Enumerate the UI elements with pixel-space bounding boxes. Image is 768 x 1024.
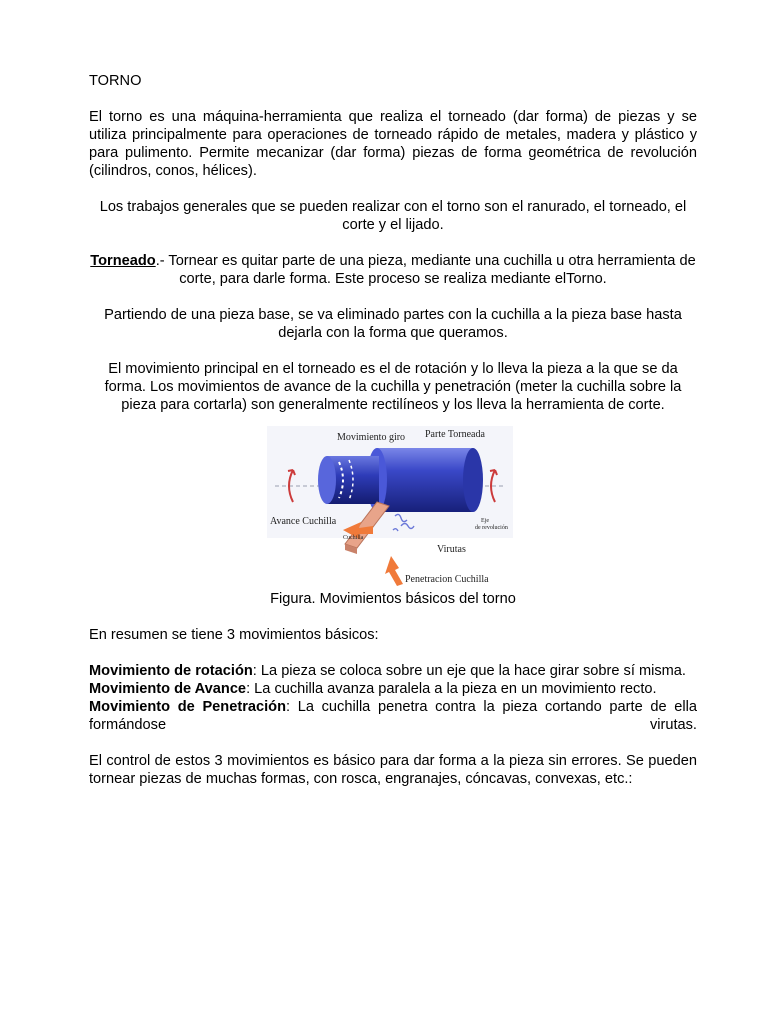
penetration-arrow-icon	[385, 556, 403, 586]
label-cuchilla: Cuchilla	[343, 535, 364, 541]
torneado-paragraph	[89, 252, 697, 288]
lathe-figure	[89, 426, 697, 586]
label-movimiento-giro: Movimiento giro	[337, 432, 406, 443]
label-eje: Eje	[481, 518, 489, 524]
intro-paragraph: El torno es una máquina-herramienta que realiza el torneado (dar forma) de piezas y se utiliza principalmente para operaciones de torneado rápido de metales, madera y plástico y para pulimento. Permite mecanizar (dar forma) piezas de forma geométrica de revolución (cilindros, conos, hélices).	[89, 109, 697, 179]
label-avance-cuchilla: Avance Cuchilla	[270, 516, 337, 527]
torneado-term: Torneado	[90, 253, 156, 269]
movement-term: Movimiento de Penetración	[89, 699, 286, 715]
workpiece-cylinder	[367, 448, 483, 512]
movimiento-principal-paragraph: El movimiento principal en el torneado es el de rotación y lo lleva la pieza a la que se da forma. Los movimientos de avance de la cuchilla y penetración (meter la cuchilla sobre la pieza para cortarla) son generalmente rectilíneos y los lleva la herramienta de corte.	[104, 361, 682, 413]
document-title: TORNO	[89, 73, 142, 89]
resumen-paragraph: En resumen se tiene 3 movimientos básicos:	[89, 627, 379, 643]
movement-penetration	[89, 698, 697, 734]
label-virutas: Virutas	[437, 544, 466, 555]
partiendo-paragraph: Partiendo de una pieza base, se va eliminado partes con la cuchilla a la pieza base hasta dejarla con la forma que queramos.	[104, 307, 682, 341]
label-de-revolucion: de revolución	[475, 525, 508, 531]
movements-list	[89, 662, 697, 734]
label-parte-torneada: Parte Torneada	[425, 429, 485, 440]
label-penetracion-cuchilla: Penetracion Cuchilla	[405, 574, 489, 585]
movement-term: Movimiento de Avance	[89, 681, 247, 697]
movement-text: : La pieza se coloca sobre un eje que la hace girar sobre sí misma.	[252, 663, 686, 679]
movement-feed	[89, 680, 697, 698]
movement-term: Movimiento de rotación	[89, 663, 253, 679]
torneado-text: .- Tornear es quitar parte de una pieza, mediante una cuchilla u otra herramienta de corte, para darle forma. Este proceso se realiza mediante elTorno.	[155, 253, 696, 287]
movement-text: : La cuchilla penetra contra la pieza cortando parte de ella formándose virutas.	[89, 699, 697, 733]
trabajos-paragraph: Los trabajos generales que se pueden realizar con el torno son el ranurado, el torneado, el corte y el lijado.	[99, 199, 687, 233]
movement-rotation	[89, 662, 697, 680]
turned-part	[318, 456, 379, 504]
lathe-diagram	[265, 426, 515, 586]
document-page	[89, 72, 697, 806]
movement-text: : La cuchilla avanza paralela a la pieza en un movimiento recto.	[246, 681, 657, 697]
control-paragraph: El control de estos 3 movimientos es básico para dar forma a la pieza sin errores. Se pueden tornear piezas de muchas formas, con rosca, engranajes, cóncavas, convexas, etc.:	[89, 753, 697, 787]
figure-caption: Figura. Movimientos básicos del torno	[270, 591, 516, 607]
